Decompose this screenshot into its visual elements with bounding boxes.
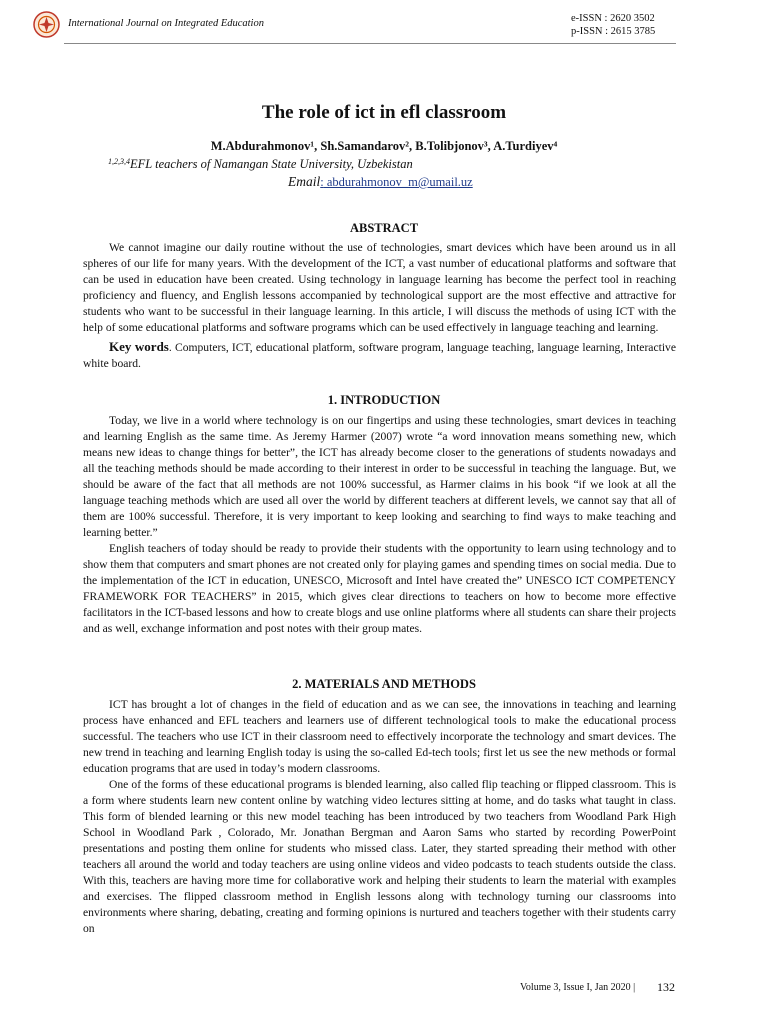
methods-body <box>83 697 676 937</box>
abstract-body <box>83 240 676 372</box>
keywords-paragraph <box>83 339 676 372</box>
email-link[interactable] <box>320 175 472 189</box>
keywords-label: Key words <box>109 339 169 354</box>
affiliation <box>108 157 413 172</box>
email-label: Email <box>288 174 321 189</box>
eissn: e-ISSN : 2620 3502 <box>571 13 655 24</box>
journal-name: International Journal on Integrated Education <box>68 18 264 29</box>
methods-paragraph-1: ICT has brought a lot of changes in the field of education and as we can see, the innovations in teaching and learning process have enhanced and EFL teachers and learners use of different technological tools to make the educational process successful. The teachers who use ICT in their classroom need to effectively incorporate the technology and smart devices. The new trend in teaching and learning English today is using the so-called Ed-tech tools; first let us see the new methods or formal education programs that are used in today’s modern classrooms. <box>83 698 676 775</box>
authors: M.Abdurahmonov¹, Sh.Samandarov², B.Tolibjonov³, A.Turdiyev⁴ <box>210 139 558 153</box>
issn-block <box>571 12 655 38</box>
abstract-text: We cannot imagine our daily routine without the use of technologies, smart devices which have been around us in all spheres of our life for many years. With the development of the ICT, a vast number of educational platforms and software that can be used in education have been created. Using technology in language learning has become the perfect tool in reaching proficiency and fluency, and English lessons accompanied by technological support are the most effective and attractive for students who want to be successful in their language learning. In this article, I will discuss the methods of using ICT with the help of some educational platforms and software programs which can be used effectively in language teaching and learning. <box>83 241 676 334</box>
email-colon: : <box>320 175 324 189</box>
introduction-heading: 1. INTRODUCTION <box>327 393 441 407</box>
header-divider <box>64 43 676 44</box>
paper-title: The role of ict in efl classroom <box>261 102 507 123</box>
affiliation-text: EFL teachers of Namangan State University, Uzbekistan <box>130 157 413 171</box>
methods-heading: 2. MATERIALS AND METHODS <box>292 677 476 691</box>
email-address: abdurahmonov_m@umail.uz <box>323 175 473 189</box>
pissn: p-ISSN : 2615 3785 <box>571 26 656 37</box>
introduction-body <box>83 413 676 637</box>
methods-paragraph-2: One of the forms of these educational programs is blended learning, also called flip teaching or flipped classroom. This is a form where students learn new content online by watching video lectures sitting at home, and do tasks what taught in class. This form of blended learning or this new model teaching has been introduced by two teachers from Woodland Park High School in Woodland Park , Colorado, Mr. Jonathan Bergman and Aaron Sams who started by recording PowerPoint presentations and posting them online for students who missed class. Later, they started spreading their method with other teachers all around the world and today teachers are using online videos and video podcasts to teach students outside the class. With this, teachers are having more time for collaborative work and helping their students to learn the material with examples and exercises. The flipped classroom method in English lessons along with technology turning our classrooms into environments where sharing, debating, creating and forming opinions is nurtured and teachers together with their students carry on <box>83 778 676 935</box>
keywords-text: . Computers, ICT, educational platform, software program, language teaching, language learning, Interactive white board. <box>83 341 676 370</box>
abstract-heading: ABSTRACT <box>349 221 419 235</box>
introduction-paragraph-1: Today, we live in a world where technology is on our fingertips and using these technologies, smart devices in teaching and learning English as the same time. As Jeremy Harmer (2007) wrote “a word innovation means something new, which means new ideas to change things for better”, the ICT has already become closer to the generations of students nowadays and all the teaching methods should be made according to their interest in order to be successful in teaching the language. But, we should be aware of the fact that all methods are not 100% successful, as Harmer claims in his book “if we look at all the language teaching methods which are used all over the world by different teachers at different levels, we cannot say that all of them are 100% successful. Therefore, it is very important to keep looking and searching to find ways to make teaching and learning better.” <box>83 414 676 539</box>
journal-logo-icon <box>33 11 60 38</box>
email-line <box>288 174 473 190</box>
introduction-paragraph-2: English teachers of today should be ready to provide their students with the opportunity to learn using technology and to show them that computers and smart phones are not created only for playing games and spending times on social media. Due to the implementation of the ICT in education, UNESCO, Microsoft and Intel have created the” UNESCO ICT COMPETENCY FRAMEWORK FOR TEACHERS” in 2015, which gives clear directions to teachers on how to become more effective facilitators in the ICT-based lessons and how to create blogs and use online platforms where all students can share their projects and as well, exchange information and post notes with their group mates. <box>83 542 676 635</box>
page-number: 132 <box>657 980 675 994</box>
affiliation-sup: 1,2,3,4 <box>108 157 130 166</box>
footer-volume: Volume 3, Issue I, Jan 2020 | <box>520 982 636 993</box>
